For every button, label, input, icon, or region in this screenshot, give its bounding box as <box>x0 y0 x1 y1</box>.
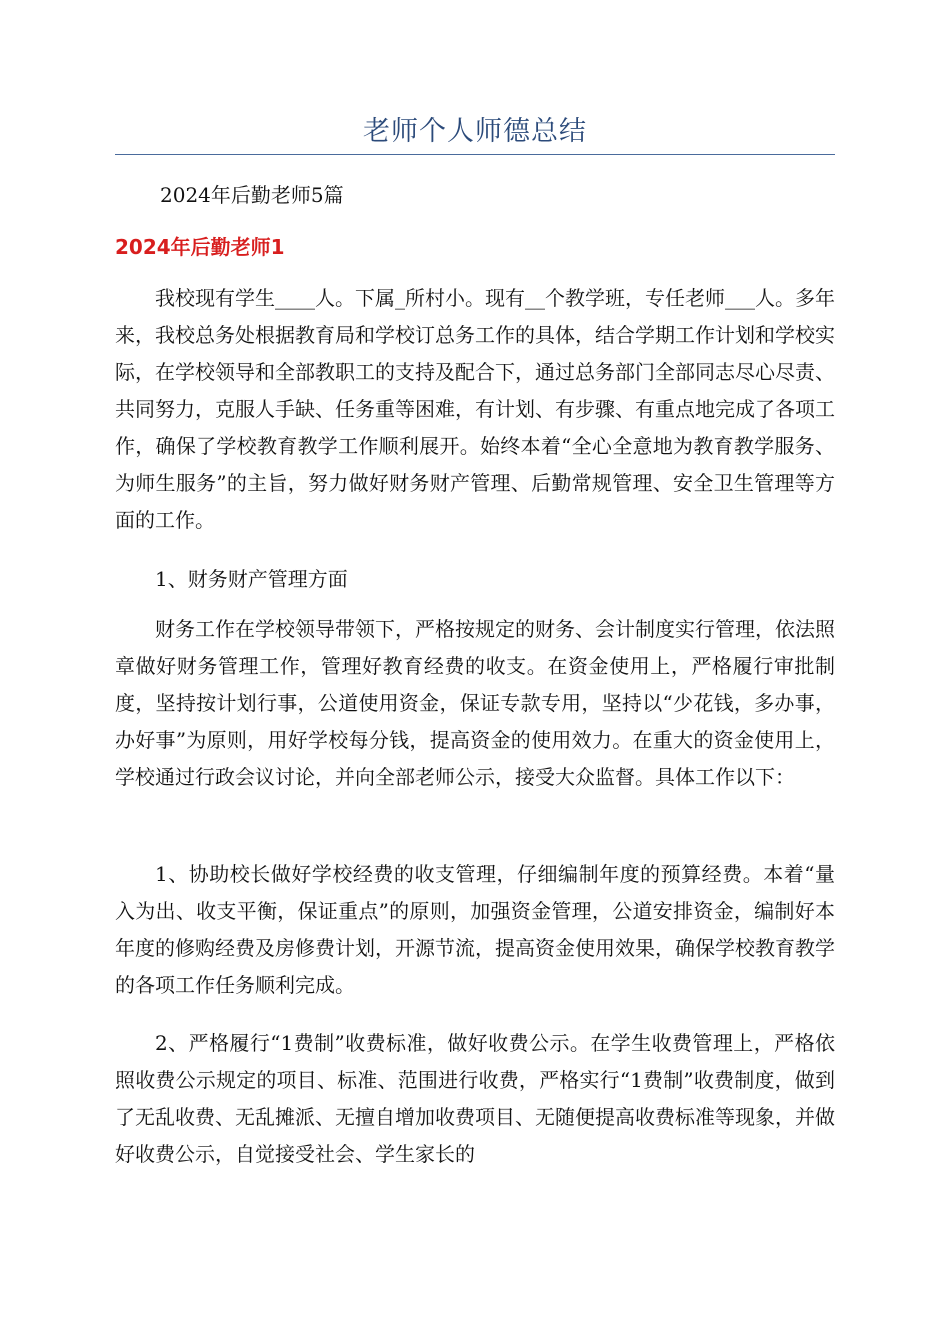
document-title: 老师个人师德总结 <box>363 116 587 147</box>
document-subtitle: 2024年后勤老师5篇 <box>160 183 344 207</box>
paragraph-item-2: 2、严格履行“1费制”收费标准，做好收费公示。在学生收费管理上，严格依照收费公示规定的项目、标准、范围进行收费，严格实行“1费制”收费制度，做到了无乱收费、无乱摊派、无擅自增加收费项目、无随便提高收费标准等现象，并做好收费公示，自觉接受社会、学生家长的 <box>115 1031 835 1166</box>
paragraph-finance: 财务工作在学校领导带领下，严格按规定的财务、会计制度实行管理，依法照章做好财务管理工作，管理好教育经费的收支。在资金使用上，严格履行审批制度，坚持按计划行事，公道使用资金，保证专款专用，坚持以“少花钱，多办事，办好事”为原则，用好学校每分钱，提高资金的使用效力。在重大的资金使用上，学校通过行政会议讨论，并向全部老师公示，接受大众监督。具体工作以下： <box>115 617 835 789</box>
title-underline <box>115 154 835 155</box>
paragraph-item-1: 1、协助校长做好学校经费的收支管理，仔细编制年度的预算经费。本着“量入为出、收支平衡，保证重点”的原则，加强资金管理，公道安排资金，编制好本年度的修购经费及房修费计划，开源节流，提高资金使用效果，确保学校教育教学的各项工作任务顺利完成。 <box>115 862 835 997</box>
paragraph-section-title: 1、财务财产管理方面 <box>155 567 348 591</box>
section-heading: 2024年后勤老师1 <box>115 235 285 259</box>
paragraph-intro: 我校现有学生____人。下属_所村小。现有__个教学班，专任老师___人。多年来，我校总务处根据教育局和学校订总务工作的具体，结合学期工作计划和学校实际，在学校领导和全部教职工的支持及配合下，通过总务部门全部同志尽心尽责、共同努力，克服人手缺、任务重等困难，有计划、有步骤、有重点地完成了各项工作，确保了学校教育教学工作顺利展开。始终本着“全心全意地为教育教学服务、为师生服务”的主旨，努力做好财务财产管理、后勤常规管理、安全卫生管理等方面的工作。 <box>115 286 835 532</box>
